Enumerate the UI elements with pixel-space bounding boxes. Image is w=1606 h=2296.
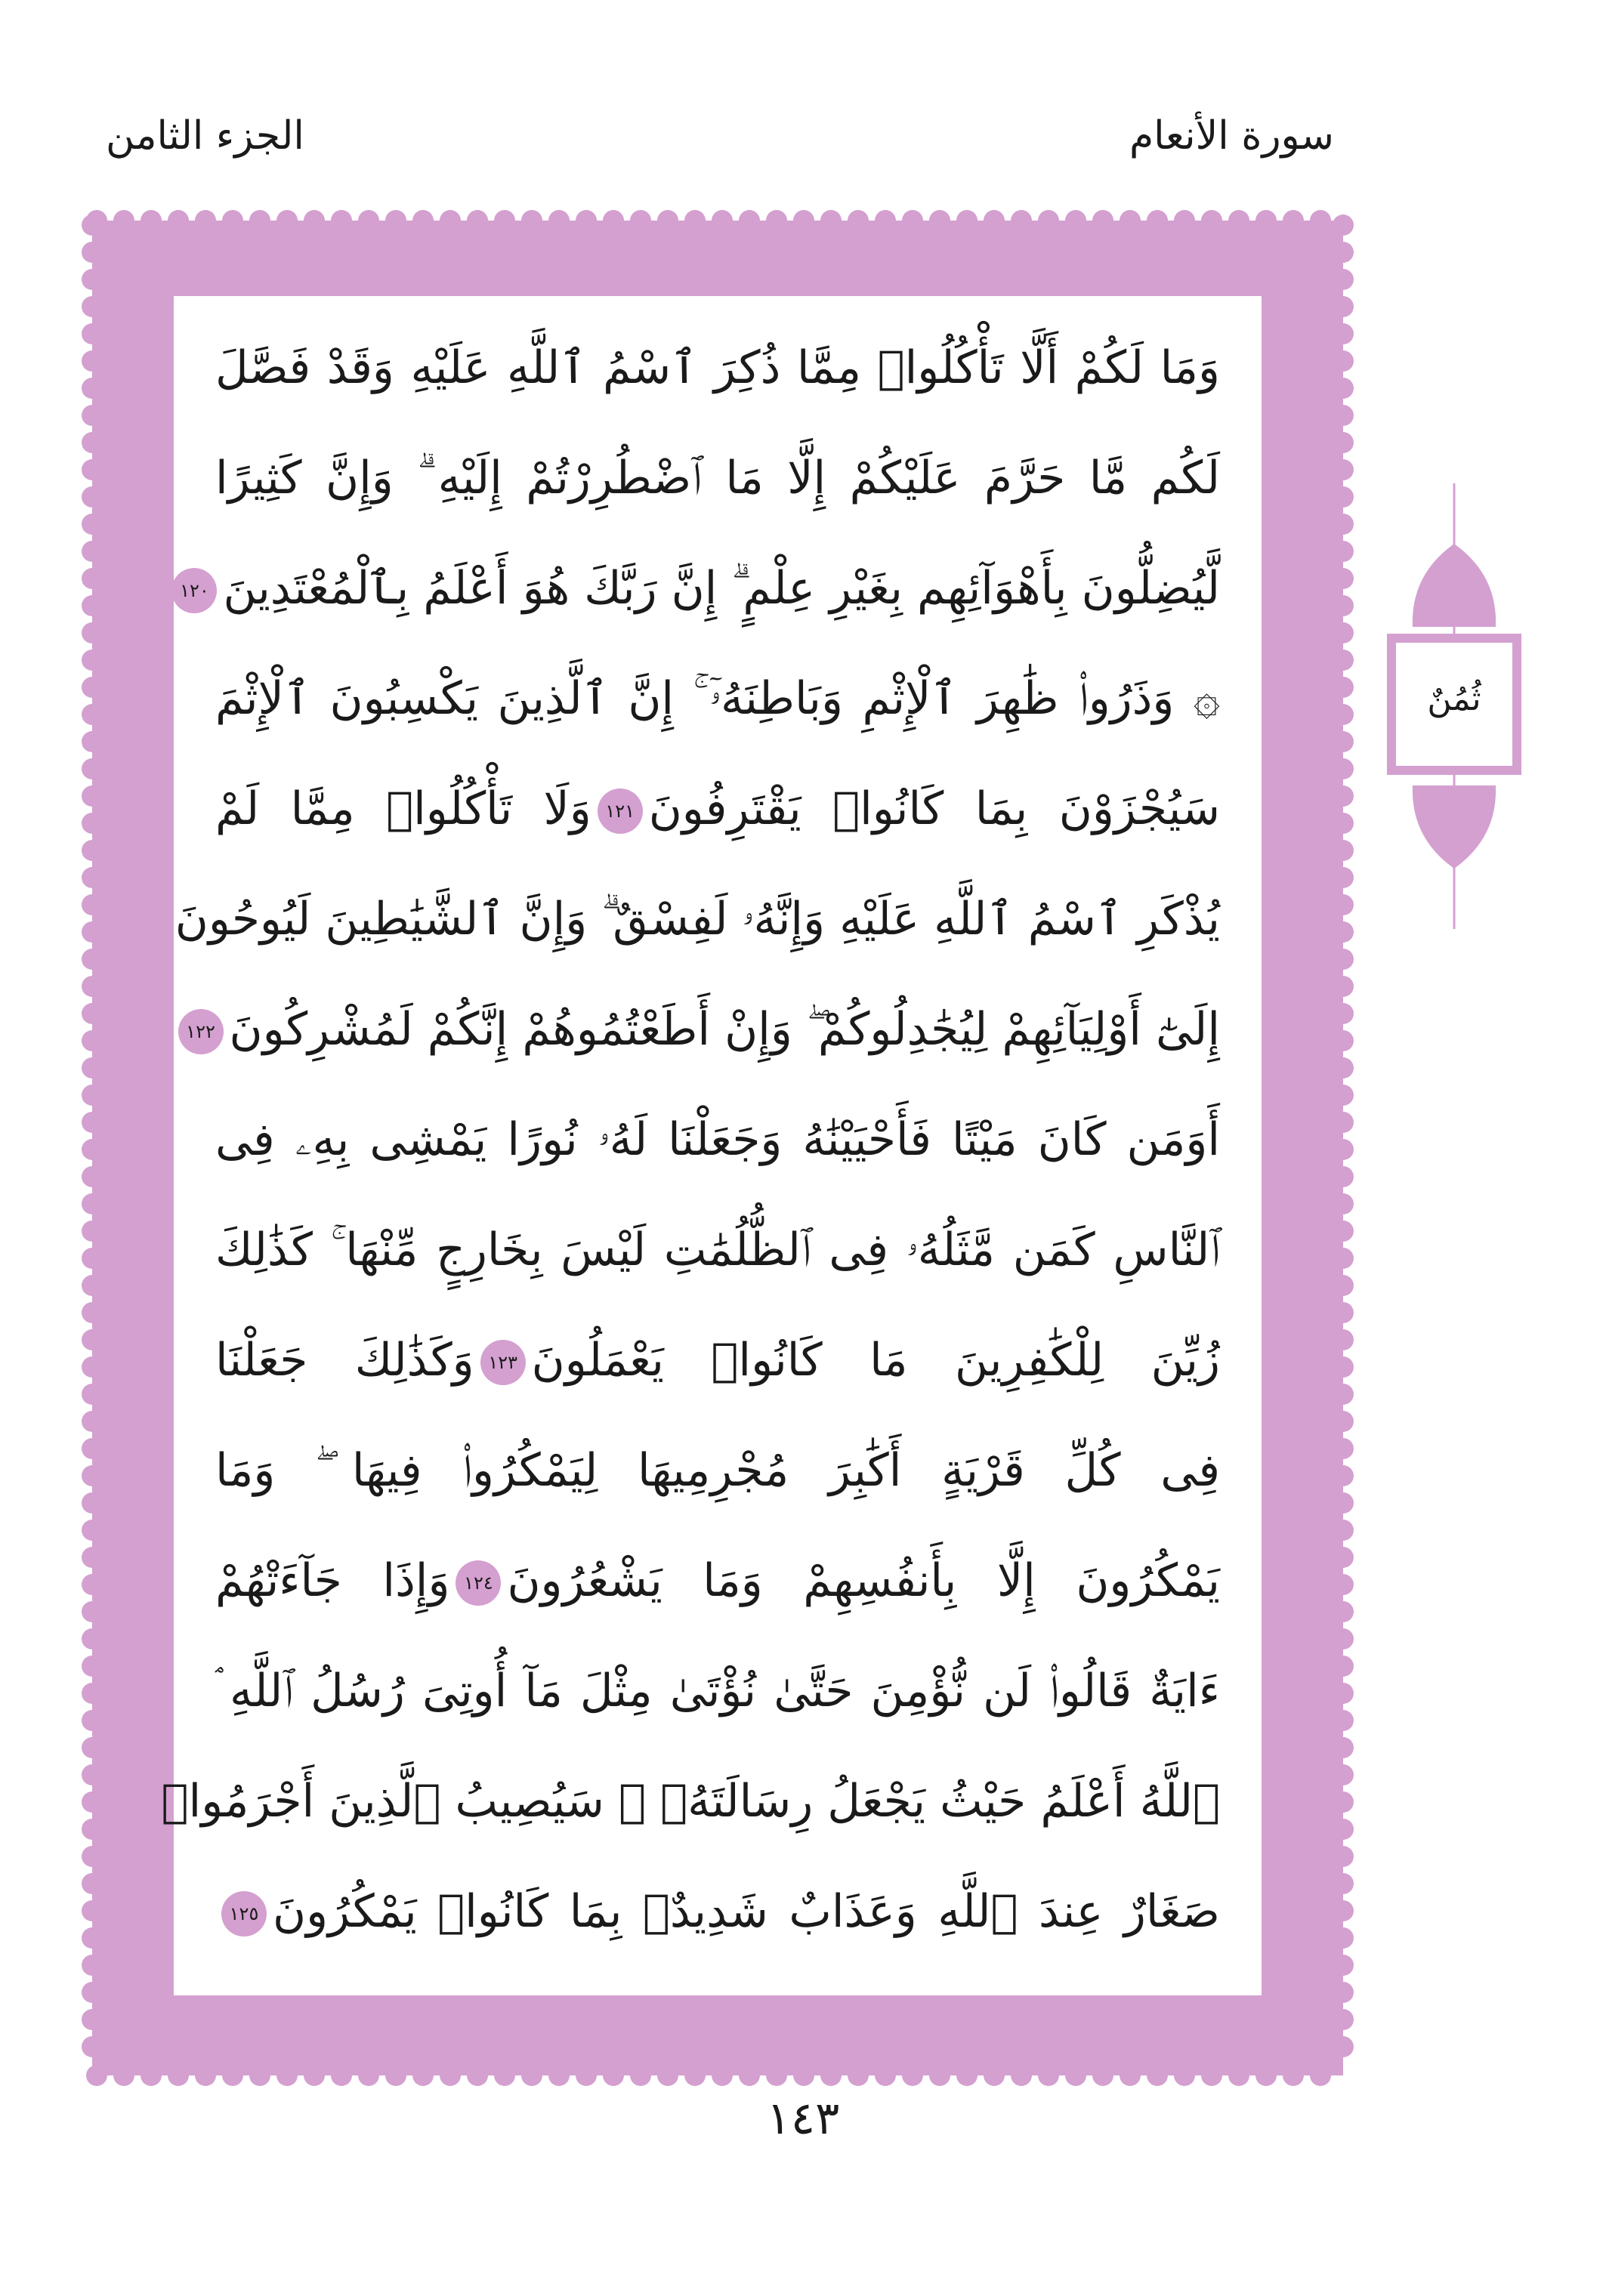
juz-title: الجزء الثامن	[106, 113, 304, 159]
verse-text: ءَايَةٌ قَالُوا۟ لَن نُّؤْمِنَ حَتَّىٰ نُؤْتَىٰ مِثْلَ مَآ أُوتِىَ رُسُلُ ٱللَّهِ ۘ	[215, 1665, 1220, 1717]
ayah-number-marker: ١٢٣	[480, 1340, 526, 1385]
verse-text-continuation: وَلَا تَأْكُلُوا۟ مِمَّا لَمْ	[215, 782, 591, 835]
verse-text: إِلَىٰٓ أَوْلِيَآئِهِمْ لِيُجَٰدِلُوكُمْ ۖ وَإِنْ أَطَعْتُمُوهُمْ إِنَّكُمْ لَمُشْرِكُونَ	[229, 1003, 1220, 1056]
verse-text: يُذْكَرِ ٱسْمُ ٱللَّهِ عَلَيْهِ وَإِنَّهُۥ لَفِسْقٌ ۗ وَإِنَّ ٱلشَّيَٰطِينَ لَيُوحُونَ	[174, 893, 1220, 946]
verse-line	[215, 425, 1220, 531]
verse-line	[180, 535, 1220, 641]
verse-line	[215, 1418, 1220, 1523]
verse-text-continuation: وَكَذَٰلِكَ جَعَلْنَا	[215, 1334, 474, 1387]
ayah-number-marker: ١٢٤	[456, 1560, 501, 1606]
page-number: ١٤٣	[766, 2092, 840, 2145]
verse-line	[215, 1197, 1220, 1303]
verse-line	[161, 1748, 1220, 1854]
surah-title: سورة الأنعام	[1129, 113, 1334, 159]
verse-line	[215, 1307, 1220, 1413]
verse-text: فِى كُلِّ قَرْيَةٍ أَكَٰبِرَ مُجْرِمِيهَا لِيَمْكُرُوا۟ فِيهَا ۖ وَمَا	[215, 1444, 1220, 1497]
verse-text: أَوَمَن كَانَ مَيْتًا فَأَحْيَيْنَٰهُ وَجَعَلْنَا لَهُۥ نُورًا يَمْشِى بِهِۦ فِى	[215, 1113, 1220, 1166]
verse-line	[215, 315, 1220, 421]
verse-line	[215, 1638, 1220, 1744]
verse-text: ٱلنَّاسِ كَمَن مَّثَلُهُۥ فِى ٱلظُّلُمَٰتِ لَيْسَ بِخَارِجٍ مِّنْهَا ۚ كَذَٰلِكَ	[215, 1224, 1220, 1276]
verse-text: لَّيُضِلُّونَ بِأَهْوَآئِهِم بِغَيْرِ عِلْمٍ ۗ إِنَّ رَبَّكَ هُوَ أَعْلَمُ بِٱلْمُعْتَدِينَ	[223, 562, 1220, 615]
text-panel	[161, 296, 1262, 1995]
verse-line	[215, 756, 1220, 862]
ayah-number-marker: ١٢٠	[171, 568, 217, 613]
verse-text: زُيِّنَ لِلْكَٰفِرِينَ مَا كَانُوا۟ يَعْمَلُونَ	[531, 1334, 1220, 1387]
verse-text: ٱللَّهُ أَعْلَمُ حَيْثُ يَجْعَلُ رِسَالَتَهُۥ ۗ سَيُصِيبُ ٱلَّذِينَ أَجْرَمُوا۟	[161, 1775, 1220, 1828]
verse-line	[186, 977, 1220, 1082]
verse-text: لَكُم مَّا حَرَّمَ عَلَيْكُمْ إِلَّا مَا ٱضْطُرِرْتُمْ إِلَيْهِ ۗ وَإِنَّ كَثِيرًا	[215, 452, 1220, 505]
thumn-label: ثُمُنٌ	[1427, 680, 1481, 718]
verse-line	[215, 1528, 1220, 1634]
verse-line	[174, 866, 1220, 972]
verse-text: ۞ وَذَرُوا۟ ظَٰهِرَ ٱلْإِثْمِ وَبَاطِنَهُۥٓ ۚ إِنَّ ٱلَّذِينَ يَكْسِبُونَ ٱلْإِثْمَ	[215, 672, 1220, 725]
ayah-number-marker: ١٢٥	[221, 1891, 267, 1936]
verse-line	[215, 646, 1220, 751]
verse-text-continuation: وَإِذَا جَآءَتْهُمْ	[215, 1554, 450, 1607]
verse-text: سَيُجْزَوْنَ بِمَا كَانُوا۟ يَقْتَرِفُونَ	[648, 782, 1221, 835]
verse-text: وَمَا لَكُمْ أَلَّا تَأْكُلُوا۟ مِمَّا ذُكِرَ ٱسْمُ ٱللَّهِ عَلَيْهِ وَقَدْ فَصَّلَ	[215, 341, 1220, 394]
verse-text: يَمْكُرُونَ إِلَّا بِأَنفُسِهِمْ وَمَا يَشْعُرُونَ	[507, 1554, 1220, 1607]
ayah-number-marker: ١٢١	[598, 788, 643, 834]
ayah-number-marker: ١٢٢	[178, 1009, 224, 1054]
verse-line	[215, 1087, 1220, 1193]
verse-line	[215, 1859, 1220, 1964]
verse-text: صَغَارٌ عِندَ ٱللَّهِ وَعَذَابٌ شَدِيدٌۢ بِمَا كَانُوا۟ يَمْكُرُونَ	[273, 1885, 1220, 1938]
